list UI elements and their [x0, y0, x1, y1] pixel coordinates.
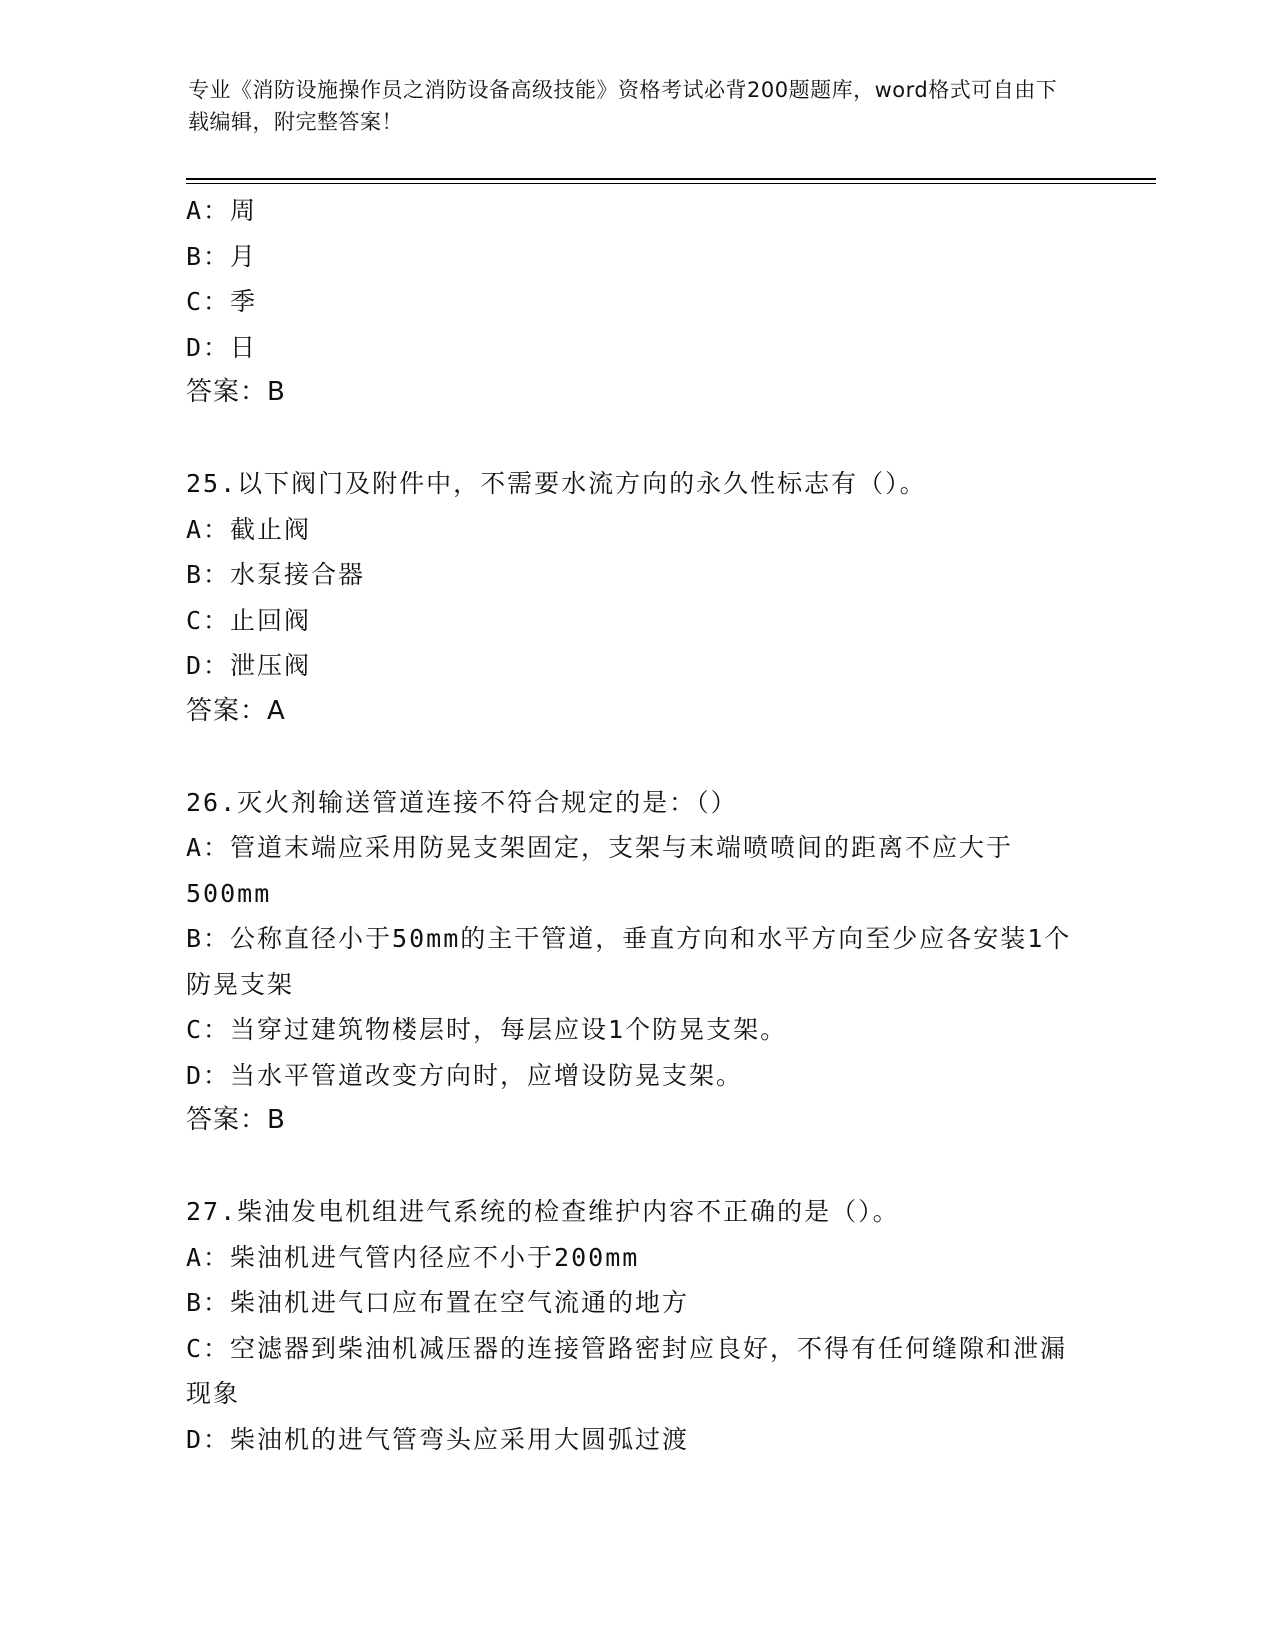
option-b: B：月 [186, 241, 258, 271]
option-a: A：柴油机进气管内径应不小于200mm [186, 1242, 640, 1272]
option-b: B：公称直径小于50mm的主干管道，垂直方向和水平方向至少应各安装1个防晃支架 [186, 924, 1072, 999]
question-stem: 25.以下阀门及附件中，不需要水流方向的永久性标志有（）。 [186, 469, 927, 498]
answer: 答案：B [186, 1105, 286, 1135]
option-a: A：管道末端应采用防晃支架固定，支架与末端喷喷间的距离不应大于500mm [186, 833, 1014, 908]
option-d: D：泄压阀 [186, 651, 312, 680]
option-c: C：空滤器到柴油机减压器的连接管路密封应良好，不得有任何缝隙和泄漏现象 [186, 1333, 1068, 1408]
option-d: D：柴油机的进气管弯头应采用大圆弧过渡 [186, 1424, 690, 1454]
option-b: B：水泵接合器 [186, 560, 366, 589]
question-stem: 26.灭火剂输送管道连接不符合规定的是：（） [186, 787, 738, 817]
question-block [186, 780, 1086, 1144]
option-d: D：日 [186, 332, 258, 362]
question-list [186, 188, 1086, 1462]
question-block [186, 1189, 1086, 1462]
option-b: B：柴油机进气口应布置在空气流通的地方 [186, 1288, 690, 1317]
header-rule-thin [186, 183, 1156, 184]
header-text: 专业《消防设施操作员之消防设备高级技能》资格考试必背200题题库，word格式可自由下载编辑，附完整答案！ [188, 78, 1058, 134]
answer: 答案：A [186, 695, 286, 726]
question-stem: 27.柴油发电机组进气系统的检查维护内容不正确的是（）。 [186, 1197, 900, 1226]
question-block [186, 188, 1086, 416]
option-a: A：周 [186, 196, 258, 225]
option-d: D：当水平管道改变方向时，应增设防晃支架。 [186, 1060, 744, 1090]
option-a: A：截止阀 [186, 514, 312, 544]
option-c: C：止回阀 [186, 605, 312, 635]
question-block [186, 461, 1086, 734]
option-c: C：季 [186, 287, 258, 316]
header-rule-thick [186, 178, 1156, 180]
option-c: C：当穿过建筑物楼层时，每层应设1个防晃支架。 [186, 1015, 788, 1044]
answer: 答案：B [186, 377, 286, 407]
document-header [188, 74, 1068, 138]
